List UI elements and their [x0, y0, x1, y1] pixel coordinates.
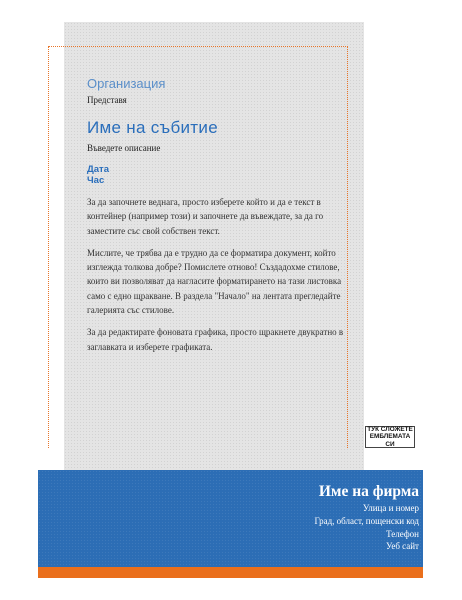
city-address[interactable]: Град, област, пощенски код	[314, 515, 419, 526]
company-name[interactable]: Име на фирма	[318, 483, 419, 500]
logo-placeholder-text: ТУК СЛОЖЕТЕ ЕМБЛЕМАТА СИ	[367, 425, 413, 448]
body-paragraph-3[interactable]: За да редактирате фоновата графика, просто щракнете двукратно в заглавката и изберете графиката.	[87, 327, 344, 352]
company-info	[314, 482, 419, 553]
phone-number[interactable]: Телефон	[386, 528, 419, 539]
event-time[interactable]: Час	[87, 175, 105, 186]
body-paragraph-2[interactable]: Мислите, че трябва да е трудно да се форматира документ, който изглежда толкова добре? Помислете отново! Създадохме стилове, които ви позволяват да нагласите форматирането на тази листовка само с едно щракване. В раздела "Начало" на лентата прегледайте галерията със стилове.	[87, 247, 342, 316]
presents-text[interactable]: Представя	[87, 95, 127, 105]
event-title[interactable]: Име на събитие	[87, 118, 218, 137]
organization-name[interactable]: Организация	[87, 76, 166, 91]
flyer-content	[87, 70, 355, 354]
event-date[interactable]: Дата	[87, 164, 109, 175]
footer-orange-stripe	[38, 567, 423, 578]
logo-placeholder[interactable]	[365, 426, 415, 448]
website[interactable]: Уеб сайт	[386, 541, 419, 552]
street-address[interactable]: Улица и номер	[362, 503, 419, 513]
event-description[interactable]: Въведете описание	[87, 143, 161, 153]
footer-band	[38, 470, 423, 567]
body-paragraph-1[interactable]: За да започнете веднага, просто изберете който и да е текст в контейнер (например този) и започнете да въвеждате, за да го заместите със свой собствен текст.	[87, 197, 324, 236]
